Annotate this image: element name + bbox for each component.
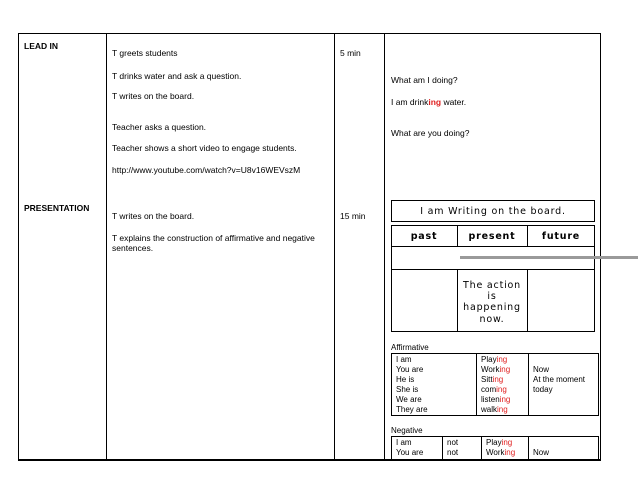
table-left-border (18, 33, 19, 460)
affirmative-col-divider-1 (476, 353, 477, 416)
activity-explains-construction: T explains the construction of affirmative and negative (112, 233, 315, 243)
negative-col-divider-2 (481, 436, 482, 459)
timeline-present: present (468, 231, 516, 242)
affirmative-subject: They are (396, 405, 428, 414)
affirmative-verb: listening (481, 395, 511, 404)
affirmative-subject: I am (396, 355, 412, 364)
affirmative-heading: Affirmative (391, 343, 429, 352)
time-word: today (533, 385, 553, 394)
negative-heading: Negative (391, 426, 423, 435)
col-divider-2 (334, 33, 335, 460)
col-divider-3 (384, 33, 385, 460)
time-word: At the moment (533, 375, 586, 384)
action-line-3: happening (463, 302, 521, 313)
col-divider-1 (106, 33, 107, 460)
board-title: I am Writing on the board. (420, 206, 566, 217)
board-answer-ing: ing (428, 97, 442, 107)
affirmative-verb: Sitting (481, 375, 504, 384)
board-answer (391, 97, 466, 107)
negative-time-words (533, 438, 549, 458)
activity-asks-question: Teacher asks a question. (112, 122, 207, 132)
time-word: Now (533, 365, 550, 374)
affirmative-subjects (396, 355, 428, 415)
affirmative-subject: You are (396, 365, 424, 374)
negative-verb: Working (486, 448, 516, 457)
negation: not (447, 448, 459, 457)
board-question-1: What am I doing? (391, 75, 458, 85)
negative-subjects (396, 438, 423, 458)
activity-shows-video: Teacher shows a short video to engage students. (112, 143, 297, 153)
timeline-past: past (410, 231, 438, 242)
affirmative-subject: We are (396, 395, 422, 404)
action-line-2: is (487, 291, 497, 302)
affirmative-col-divider-2 (528, 353, 529, 416)
affirmative-subject: He is (396, 375, 415, 384)
action-line-4: now. (479, 314, 505, 325)
stage-label-presentation: PRESENTATION (24, 203, 90, 213)
time-word: Now (533, 448, 550, 457)
negative-subject: I am (396, 438, 412, 447)
action-line-1: The action (463, 280, 521, 291)
activity-writes-board: T writes on the board. (112, 91, 195, 101)
presentation-time: 15 min (340, 211, 366, 221)
video-link[interactable]: http://www.youtube.com/watch?v=U8v16WEVszM (112, 165, 301, 175)
lead-in-time: 5 min (340, 48, 361, 58)
board-answer-pre: I am drink (391, 97, 429, 107)
affirmative-verb: Working (481, 365, 511, 374)
activity-greets: T greets students (112, 48, 178, 58)
affirmative-verb: walking (481, 405, 508, 414)
negative-negations (447, 438, 458, 458)
timeline-col-divider-body-2 (527, 269, 528, 332)
timeline-future: future (541, 231, 581, 242)
negative-subject: You are (396, 448, 424, 457)
time-word (533, 438, 549, 448)
affirmative-verb: Playing (481, 355, 508, 364)
negative-col-divider-1 (442, 436, 443, 459)
board-answer-post: water. (441, 97, 467, 107)
timeline-row-divider-2 (391, 269, 595, 270)
activity-writes-board-2: T writes on the board. (112, 211, 195, 221)
negative-verb: Playing (486, 438, 513, 447)
affirmative-time-words (533, 365, 585, 395)
activity-sentences: sentences. (112, 243, 154, 253)
timeline-arrow (460, 256, 638, 259)
negation: not (447, 438, 459, 447)
timeline-row-divider-1 (391, 246, 595, 247)
affirmative-verb: coming (481, 385, 507, 394)
board-question-2: What are you doing? (391, 128, 470, 138)
table-right-border (600, 33, 601, 460)
negative-col-divider-3 (528, 436, 529, 459)
negative-verbs (486, 438, 515, 458)
affirmative-subject: She is (396, 385, 419, 394)
activity-drinks-water: T drinks water and ask a question. (112, 71, 242, 81)
affirmative-verbs (481, 355, 510, 415)
stage-label-lead-in: LEAD IN (24, 41, 58, 51)
